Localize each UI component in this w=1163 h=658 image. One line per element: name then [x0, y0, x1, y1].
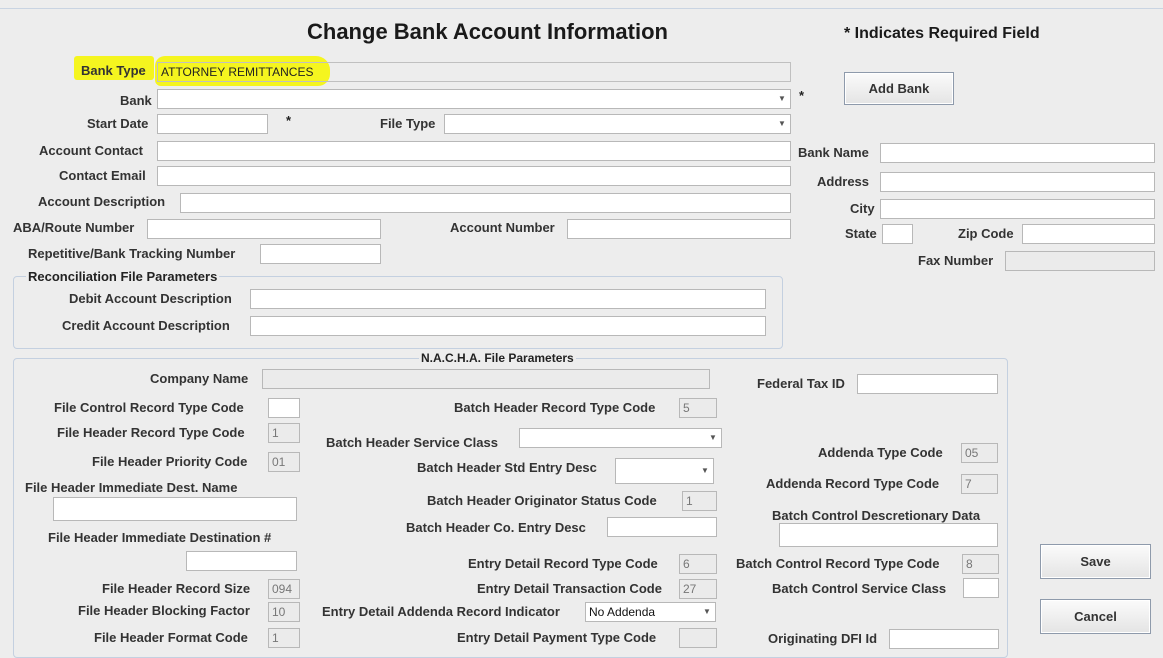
entry-detail-payment-type-code-label: Entry Detail Payment Type Code — [457, 630, 657, 645]
batch-control-record-type-code-field[interactable]: 8 — [962, 554, 999, 574]
state-label: State — [845, 226, 877, 241]
required-asterisk: * — [286, 113, 292, 128]
file-header-record-type-code-label: File Header Record Type Code — [57, 425, 245, 440]
file-header-priority-code-label: File Header Priority Code — [92, 454, 248, 469]
entry-detail-transaction-code-field[interactable]: 27 — [679, 579, 717, 599]
bank-type-label: Bank Type — [81, 63, 146, 78]
batch-control-service-class-field[interactable] — [963, 578, 999, 598]
contact-email-field[interactable] — [157, 166, 791, 186]
bank-name-field[interactable] — [880, 143, 1155, 163]
reconciliation-group — [13, 276, 783, 349]
account-number-field[interactable] — [567, 219, 791, 239]
aba-route-field[interactable] — [147, 219, 381, 239]
batch-header-std-entry-desc-label: Batch Header Std Entry Desc — [417, 460, 597, 475]
batch-header-originator-status-code-field[interactable]: 1 — [682, 491, 717, 511]
repetitive-tracking-field[interactable] — [260, 244, 381, 264]
zip-code-field[interactable] — [1022, 224, 1155, 244]
entry-detail-transaction-code-label: Entry Detail Transaction Code — [477, 581, 662, 596]
address-label: Address — [817, 174, 870, 189]
chevron-down-icon: ▼ — [778, 119, 786, 128]
file-header-immediate-dest-name-label: File Header Immediate Dest. Name — [25, 480, 238, 495]
cancel-button[interactable]: Cancel — [1040, 599, 1151, 634]
account-contact-label: Account Contact — [39, 143, 143, 158]
save-button[interactable]: Save — [1040, 544, 1151, 579]
chevron-down-icon: ▼ — [709, 433, 717, 442]
file-control-record-type-code-label: File Control Record Type Code — [54, 400, 244, 415]
add-bank-button[interactable]: Add Bank — [844, 72, 954, 105]
file-header-record-type-code-field[interactable]: 1 — [268, 423, 300, 443]
reconciliation-group-title: Reconciliation File Parameters — [28, 269, 218, 284]
start-date-field[interactable] — [157, 114, 268, 134]
account-description-field[interactable] — [180, 193, 791, 213]
file-header-blocking-factor-label: File Header Blocking Factor — [78, 603, 250, 618]
originating-dfi-id-label: Originating DFI Id — [768, 631, 878, 646]
required-field-note: * Indicates Required Field — [844, 25, 1040, 42]
batch-control-descretionary-data-field[interactable] — [779, 523, 998, 547]
file-header-blocking-factor-field[interactable]: 10 — [268, 602, 300, 622]
account-number-label: Account Number — [450, 220, 555, 235]
company-name-field[interactable] — [262, 369, 710, 389]
start-date-label: Start Date — [87, 116, 149, 131]
required-asterisk: * — [799, 88, 805, 103]
credit-account-description-label: Credit Account Description — [62, 318, 230, 333]
chevron-down-icon: ▼ — [778, 94, 786, 103]
entry-detail-record-type-code-field[interactable]: 6 — [679, 554, 717, 574]
batch-header-co-entry-desc-field[interactable] — [607, 517, 717, 537]
repetitive-tracking-label: Repetitive/Bank Tracking Number — [28, 246, 236, 261]
addenda-type-code-label: Addenda Type Code — [818, 445, 943, 460]
entry-detail-payment-type-code-field[interactable] — [679, 628, 717, 648]
bank-name-label: Bank Name — [798, 145, 869, 160]
debit-account-description-label: Debit Account Description — [69, 291, 232, 306]
fax-number-field[interactable] — [1005, 251, 1155, 271]
bank-label: Bank — [120, 93, 152, 108]
batch-header-service-class-label: Batch Header Service Class — [326, 435, 498, 450]
city-label: City — [850, 201, 875, 216]
fax-number-label: Fax Number — [918, 253, 994, 268]
addenda-record-type-code-label: Addenda Record Type Code — [766, 476, 940, 491]
entry-detail-addenda-record-indicator-label: Entry Detail Addenda Record Indicator — [322, 604, 560, 619]
address-field[interactable] — [880, 172, 1155, 192]
account-description-label: Account Description — [38, 194, 166, 209]
file-header-immediate-destination-field[interactable] — [186, 551, 297, 571]
aba-route-label: ABA/Route Number — [13, 220, 135, 235]
federal-tax-id-field[interactable] — [857, 374, 998, 394]
credit-account-description-field[interactable] — [250, 316, 766, 336]
state-field[interactable] — [882, 224, 913, 244]
file-type-label: File Type — [380, 116, 436, 131]
addenda-record-type-code-field[interactable]: 7 — [961, 474, 998, 494]
batch-header-std-entry-desc-select[interactable] — [615, 458, 714, 484]
bank-select[interactable] — [157, 89, 791, 109]
file-type-select[interactable] — [444, 114, 791, 134]
federal-tax-id-label: Federal Tax ID — [757, 376, 845, 391]
nacha-group-title: N.A.C.H.A. File Parameters — [421, 351, 574, 365]
zip-code-label: Zip Code — [958, 226, 1014, 241]
file-header-format-code-label: File Header Format Code — [94, 630, 248, 645]
file-header-immediate-destination-label: File Header Immediate Destination # — [48, 530, 272, 545]
batch-header-co-entry-desc-label: Batch Header Co. Entry Desc — [406, 520, 586, 535]
entry-detail-addenda-record-indicator-select[interactable] — [585, 602, 716, 622]
file-header-immediate-dest-name-field[interactable] — [53, 497, 297, 521]
batch-header-record-type-code-label: Batch Header Record Type Code — [454, 400, 656, 415]
debit-account-description-field[interactable] — [250, 289, 766, 309]
file-header-record-size-label: File Header Record Size — [102, 581, 251, 596]
bank-type-field[interactable]: ATTORNEY REMITTANCES — [157, 62, 791, 82]
chevron-down-icon: ▼ — [701, 466, 709, 475]
file-header-format-code-field[interactable]: 1 — [268, 628, 300, 648]
file-header-record-size-field[interactable]: 094 — [268, 579, 300, 599]
entry-detail-record-type-code-label: Entry Detail Record Type Code — [468, 556, 658, 571]
account-contact-field[interactable] — [157, 141, 791, 161]
file-header-priority-code-field[interactable]: 01 — [268, 452, 300, 472]
originating-dfi-id-field[interactable] — [889, 629, 999, 649]
batch-control-descretionary-data-label: Batch Control Descretionary Data — [772, 508, 981, 523]
entry-detail-addenda-record-indicator-value: No Addenda — [589, 605, 656, 619]
batch-header-service-class-select[interactable] — [519, 428, 722, 448]
chevron-down-icon: ▼ — [703, 607, 711, 616]
addenda-type-code-field[interactable]: 05 — [961, 443, 998, 463]
file-control-record-type-code-field[interactable] — [268, 398, 300, 418]
batch-header-originator-status-code-label: Batch Header Originator Status Code — [427, 493, 657, 508]
company-name-label: Company Name — [150, 371, 249, 386]
batch-header-record-type-code-field[interactable]: 5 — [679, 398, 717, 418]
page-title: Change Bank Account Information — [307, 19, 668, 44]
contact-email-label: Contact Email — [59, 168, 146, 183]
batch-control-record-type-code-label: Batch Control Record Type Code — [736, 556, 940, 571]
top-border — [0, 8, 1163, 9]
batch-control-service-class-label: Batch Control Service Class — [772, 581, 947, 596]
city-field[interactable] — [880, 199, 1155, 219]
